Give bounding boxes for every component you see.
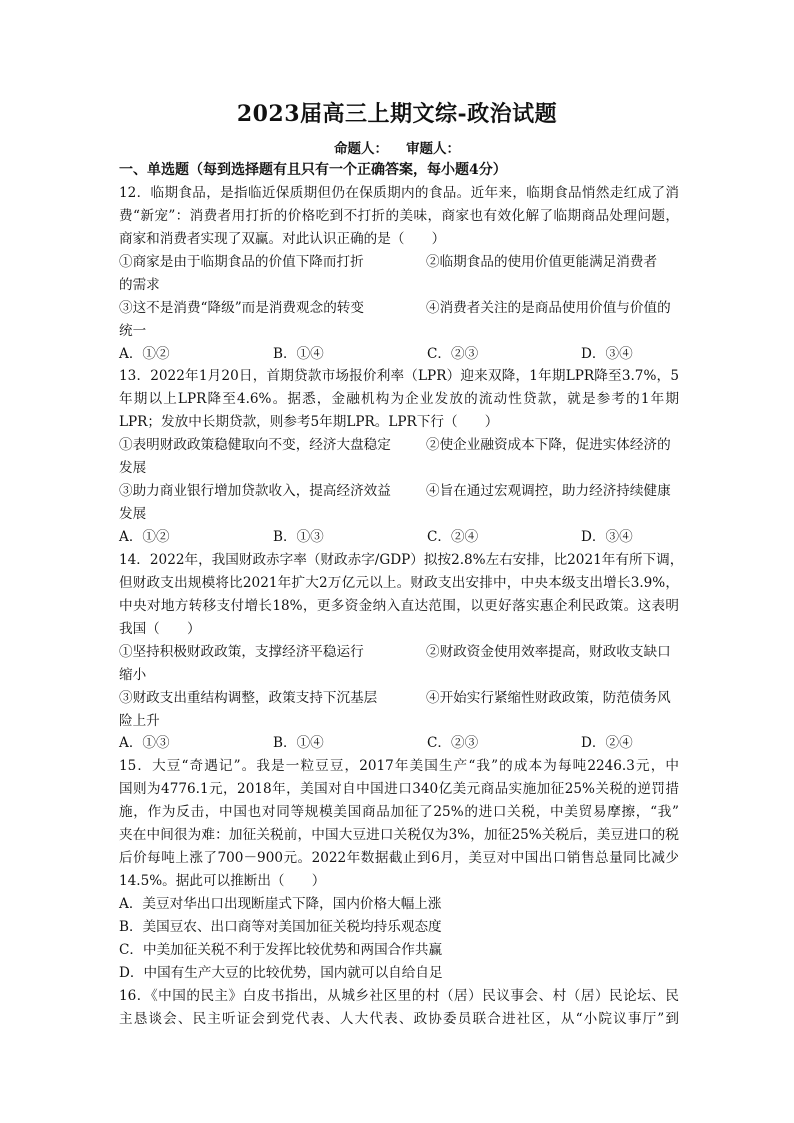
q15-option-c[interactable]: C．中美加征关税不利于发挥比较优势和两国合作共赢: [119, 942, 443, 958]
q14-stem-line: 我国（ ）: [119, 621, 201, 637]
q13-statement-4: ④旨在通过宏观调控，助力经济持续健康: [426, 483, 671, 499]
option-a[interactable]: A．①③: [119, 735, 170, 751]
option-b[interactable]: B．①④: [273, 346, 324, 362]
q14-statement-3: ③财政支出重结构调整，政策支持下沉基层: [119, 690, 378, 706]
option-d[interactable]: D．③④: [581, 529, 633, 545]
option-d[interactable]: D．③④: [581, 346, 633, 362]
q12-statement-2: ②临期食品的使用价值更能满足消费者: [426, 254, 658, 270]
q15-stem-line: 后价每吨上涨了700－900元。2022年数据截止到6月，美豆对中国出口销售总量同比减少: [119, 850, 679, 866]
q13-statement-1: ①表明财政政策稳健取向不变，经济大盘稳定: [119, 437, 391, 453]
q14-statement-4-cont: 险上升: [119, 713, 160, 729]
option-a[interactable]: A．①②: [119, 529, 170, 545]
q12-stem-line: 商家和消费者实现了双赢。对此认识正确的是（ ）: [119, 231, 446, 247]
q15-stem-line: 施，作为反击，中国也对同等规模美国商品加征了25%的进口关税，中美贸易摩擦，“我”: [119, 804, 679, 820]
q14-statement-1: ①坚持积极财政政策，支撑经济平稳运行: [119, 644, 364, 660]
q12-statement-4: ④消费者关注的是商品使用价值与价值的: [426, 300, 671, 316]
q12-statement-4-cont: 统一: [119, 323, 147, 339]
q14-stem-line: 14．2022年，我国财政赤字率（财政赤字/GDP）拟按2.8%左右安排，比2021年有所下调，: [119, 552, 684, 568]
option-a[interactable]: A．①②: [119, 346, 170, 362]
q13-stem-line: 年期以上LPR降至4.6%。据悉，金融机构为企业发放的流动性贷款，就是参考的1年期: [119, 391, 679, 407]
q14-statement-2-cont: 缩小: [119, 667, 147, 683]
q12-statement-3: ③这不是消费“降级”而是消费观念的转变: [119, 300, 364, 316]
option-c[interactable]: C．②④: [427, 529, 479, 545]
page-title: 2023届高三上期文综-政治试题: [236, 101, 558, 127]
q15-option-d[interactable]: D．中国有生产大豆的比较优势，国内就可以自给自足: [119, 965, 443, 981]
section-heading: 一、单选题（每到选择题有且只有一个正确答案，每小题4分）: [119, 162, 507, 178]
q14-stem-line: 但财政支出规模将比2021年扩大2万亿元以上。财政支出安排中，中央本级支出增长3.9%，: [119, 575, 679, 591]
option-c[interactable]: C．②③: [427, 735, 479, 751]
q13-statement-3: ③助力商业银行增加贷款收入，提高经济效益: [119, 483, 391, 499]
q16-stem-line: 主恳谈会、民主听证会到党代表、人大代表、政协委员联合进社区，从“小院议事厅”到: [119, 1011, 679, 1027]
q13-statement-2: ②使企业融资成本下降，促进实体经济的: [426, 437, 671, 453]
q12-statement-2-cont: 的需求: [119, 277, 160, 293]
exam-authors: [0, 137, 794, 157]
author-label: 命题人：: [334, 141, 388, 157]
q13-stem-line: 13．2022年1月20日，首期贷款市场报价利率（LPR）迎来双降，1年期LPR降至3.7%，5: [119, 368, 679, 384]
q13-statement-4-cont: 发展: [119, 506, 147, 522]
q14-statement-4: ④开始实行紧缩性财政政策，防范债务风: [426, 690, 671, 706]
q15-stem-line: 夹在中间很为难：加征关税前，中国大豆进口关税仅为3%，加征25%关税后，美豆进口的税: [119, 827, 679, 843]
q14-stem-line: 中央对地方转移支付增长18%，更多资金纳入直达范围，以更好落实惠企利民政策。这表明: [119, 598, 679, 614]
q12-stem-line: 费“新宠”：消费者用打折的价格吃到不打折的美味，商家也有效化解了临期商品处理问题，: [119, 208, 679, 224]
q13-stem-line: LPR；发放中长期贷款，则参考5年期LPR。LPR下行（ ）: [119, 414, 499, 430]
q16-stem-line: 16．《中国的民主》白皮书指出，从城乡社区里的村（居）民议事会、村（居）民论坛、民: [119, 988, 679, 1004]
q15-stem-line: 15．大豆“奇遇记”。我是一粒豆豆，2017年美国生产“我”的成本为每吨2246.3元，中: [119, 758, 679, 774]
option-d[interactable]: D．②④: [581, 735, 633, 751]
q12-stem-line: 12．临期食品，是指临近保质期但仍在保质期内的食品。近年来，临期食品悄然走红成了消: [119, 185, 679, 201]
q15-option-a[interactable]: A．美豆对华出口出现断崖式下降，国内价格大幅上涨: [119, 896, 442, 912]
q15-stem-line: 国则为4776.1元，2018年，美国对自中国进口340亿美元商品实施加征25%关税的逆罚措: [119, 781, 679, 797]
q15-stem-line: 14.5%。据此可以推断出（ ）: [119, 873, 326, 889]
reviewer-label: 审题人：: [406, 141, 460, 157]
option-b[interactable]: B．①③: [273, 529, 324, 545]
q12-statement-1: ①商家是由于临期食品的价值下降而打折: [119, 254, 364, 270]
q14-statement-2: ②财政资金使用效率提高，财政收支缺口: [426, 644, 671, 660]
option-c[interactable]: C．②③: [427, 346, 479, 362]
q15-option-b[interactable]: B．美国豆农、出口商等对美国加征关税均持乐观态度: [119, 919, 442, 935]
option-b[interactable]: B．①④: [273, 735, 324, 751]
q13-statement-2-cont: 发展: [119, 460, 147, 476]
